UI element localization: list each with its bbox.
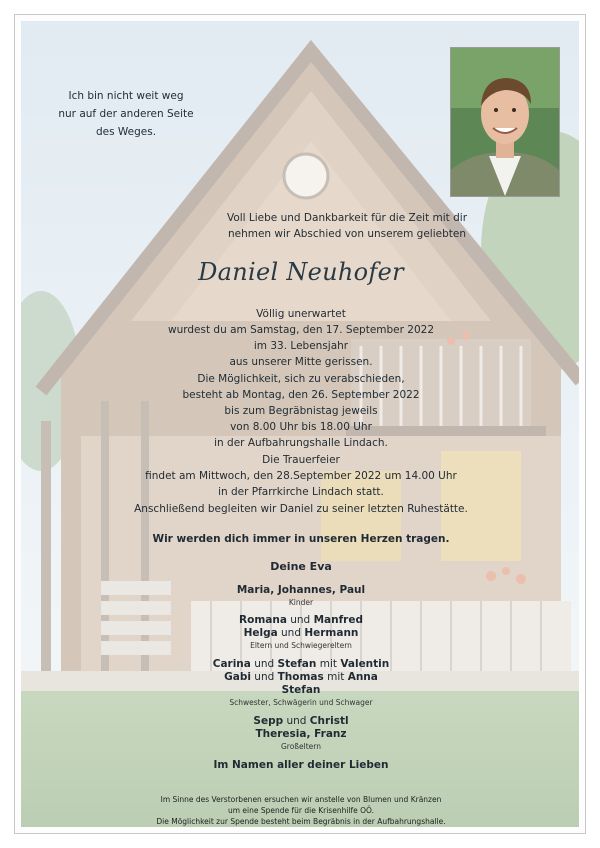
parents-role: Eltern und Schwiegereltern — [250, 641, 352, 650]
grandparent-name: Christl — [309, 715, 349, 727]
quote-block — [51, 87, 201, 141]
siblings-line: Stefan — [281, 684, 321, 696]
parent-name: Hermann — [304, 627, 359, 639]
service-line: findet am Mittwoch, den 28.September 2022 um 14.00 Uhr — [145, 470, 457, 482]
conjunction: und — [250, 671, 278, 683]
deceased-name: Daniel Neuhofer — [198, 258, 404, 286]
conjunction: mit — [316, 658, 341, 670]
siblings-role: Schwester, Schwägerin und Schwager — [229, 698, 373, 707]
donation-note — [15, 794, 586, 827]
death-line: Völlig unerwartet — [256, 308, 346, 320]
sibling-name: Gabi — [224, 671, 251, 683]
quote-line: des Weges. — [95, 126, 157, 138]
portrait-photo — [450, 47, 560, 197]
conjunction: und — [277, 627, 305, 639]
viewing-line: in der Aufbahrungshalle Lindach. — [214, 437, 388, 449]
quote-line: nur auf der anderen Seite — [58, 108, 194, 120]
service-info — [15, 452, 586, 500]
siblings-group — [15, 658, 586, 708]
death-notice — [15, 306, 586, 370]
parents-group — [15, 614, 586, 651]
grandparents-line — [15, 715, 586, 728]
intro-line: Voll Liebe und Dankbarkeit für die Zeit mit dir — [226, 212, 468, 224]
viewing-line: bis zum Begräbnistag jeweils — [224, 405, 378, 417]
grandparent-name: Sepp — [253, 715, 284, 727]
death-line: wurdest du am Samstag, den 17. September 2022 — [167, 324, 435, 336]
closing-line: Im Namen aller deiner Lieben — [213, 759, 389, 771]
parent-name: Helga — [243, 627, 278, 639]
children-role: Kinder — [288, 598, 314, 607]
conjunction: und — [286, 614, 314, 626]
service-line: Die Trauerfeier — [262, 454, 340, 466]
intro-text — [61, 210, 586, 242]
parents-line — [15, 627, 586, 640]
quote-line: Ich bin nicht weit weg — [68, 90, 184, 102]
footer-line: um eine Spende für die Krisenhilfe OÖ. — [227, 806, 375, 815]
sibling-name: Valentin — [340, 658, 390, 670]
sibling-name: Anna — [347, 671, 378, 683]
death-line: im 33. Lebensjahr — [253, 340, 349, 352]
conjunction: mit — [323, 671, 348, 683]
grandparents-role: Großeltern — [280, 742, 321, 751]
sibling-name: Carina — [212, 658, 251, 670]
parent-name: Manfred — [313, 614, 363, 626]
grandparents-group — [15, 715, 586, 752]
service-line: in der Pfarrkirche Lindach statt. — [218, 486, 384, 498]
obituary-card — [14, 14, 586, 834]
viewing-info — [15, 371, 586, 451]
conjunction: und — [250, 658, 278, 670]
intro-line: nehmen wir Abschied von unserem geliebten — [227, 228, 467, 240]
motto: Wir werden dich immer in unseren Herzen tragen. — [152, 533, 450, 545]
footer-line: Die Möglichkeit zur Spende besteht beim Begräbnis in der Aufbahrungshalle. — [156, 817, 446, 826]
footer-line: Im Sinne des Verstorbenen ersuchen wir anstelle von Blumen und Kränzen — [160, 795, 442, 804]
parents-line — [15, 614, 586, 627]
parent-name: Romana — [239, 614, 287, 626]
sibling-name: Thomas — [277, 671, 324, 683]
partner-name: Deine Eva — [270, 560, 332, 573]
viewing-line: Die Möglichkeit, sich zu verabschieden, — [197, 373, 405, 385]
death-line: aus unserer Mitte gerissen. — [229, 356, 373, 368]
viewing-line: besteht ab Montag, den 26. September 2022 — [182, 389, 420, 401]
children-group — [15, 584, 586, 608]
viewing-line: von 8.00 Uhr bis 18.00 Uhr — [230, 421, 372, 433]
burial-info: Anschließend begleiten wir Daniel zu seiner letzten Ruhestätte. — [134, 503, 468, 515]
portrait-image — [451, 48, 559, 196]
grandparents-line: Theresia, Franz — [255, 728, 347, 740]
children-names: Maria, Johannes, Paul — [236, 584, 366, 596]
siblings-line — [15, 671, 586, 684]
conjunction: und — [283, 715, 310, 727]
siblings-line — [15, 658, 586, 671]
sibling-name: Stefan — [277, 658, 317, 670]
